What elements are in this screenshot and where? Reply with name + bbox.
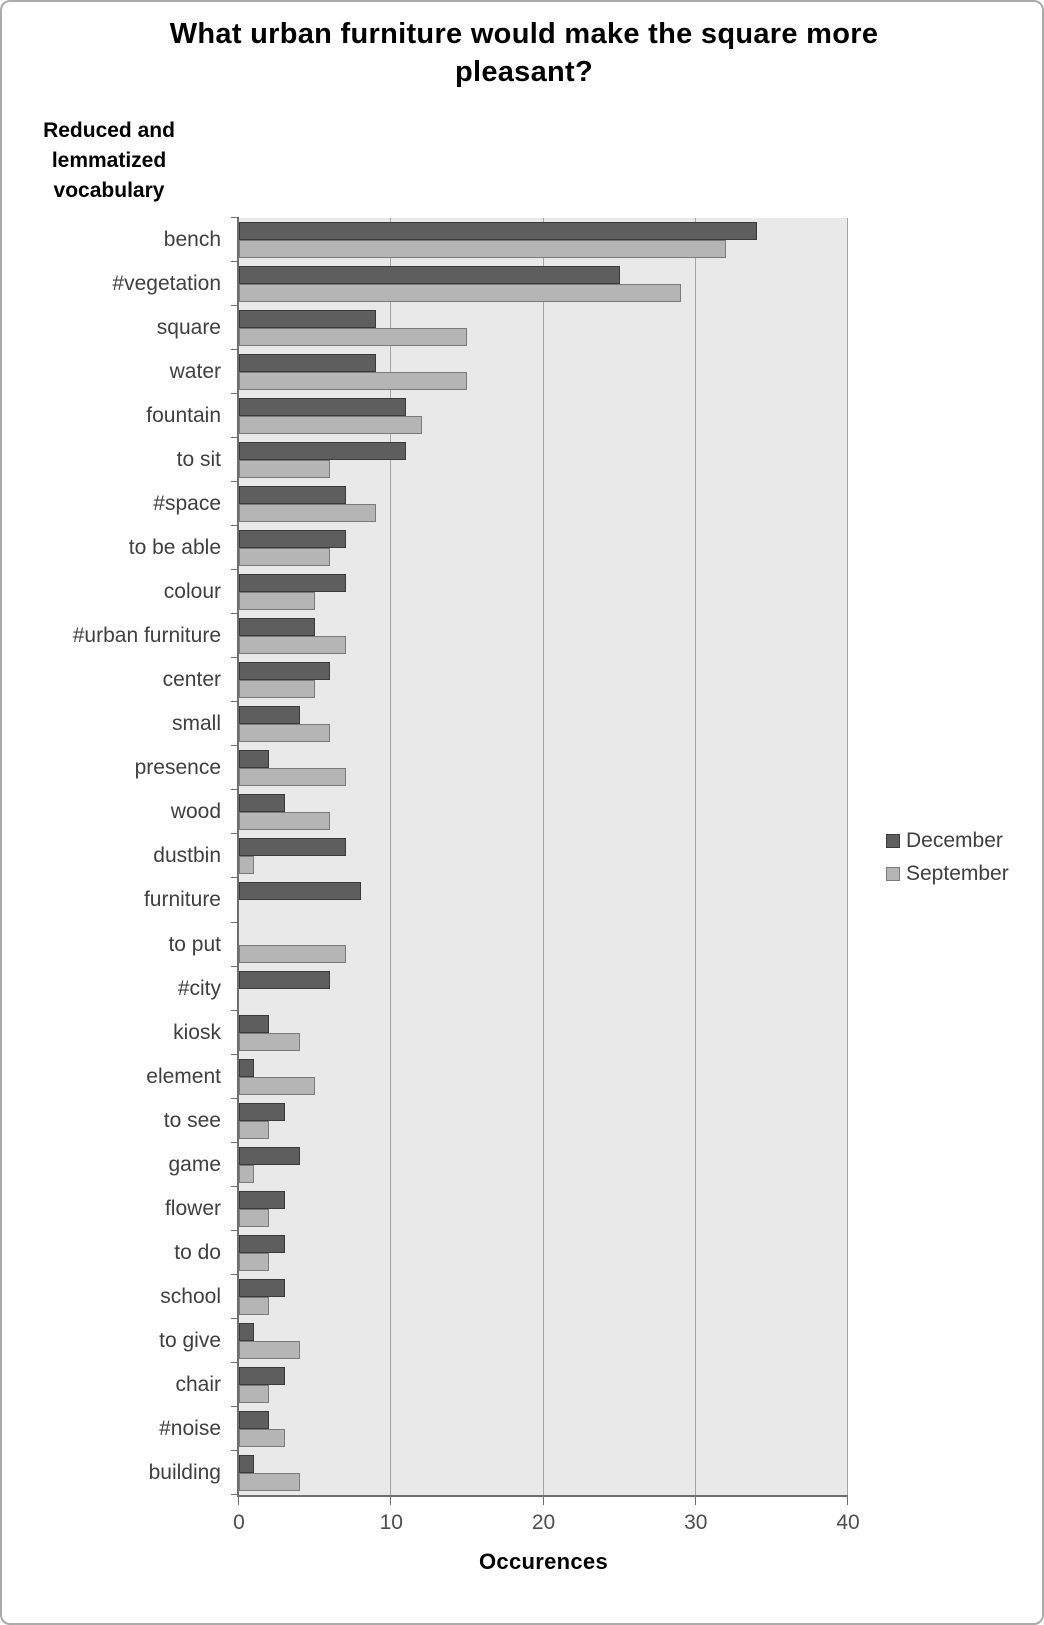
bar-december bbox=[239, 1147, 300, 1165]
bar-september bbox=[239, 1121, 269, 1139]
bar-september bbox=[239, 680, 315, 698]
category-row bbox=[112, 262, 848, 306]
bar-december bbox=[239, 310, 376, 328]
bar-september bbox=[239, 1473, 300, 1491]
category-row bbox=[169, 350, 848, 394]
x-axis-tick bbox=[543, 1497, 544, 1505]
bar-september bbox=[239, 636, 346, 654]
category-row bbox=[163, 570, 848, 614]
bar-december bbox=[239, 618, 315, 636]
x-tick-label: 20 bbox=[531, 1511, 556, 1534]
bar-september bbox=[239, 592, 315, 610]
bar-december bbox=[239, 1455, 254, 1473]
bar-september bbox=[239, 724, 330, 742]
category-label: kiosk bbox=[173, 1020, 221, 1044]
bar-december bbox=[239, 486, 346, 504]
category-label: to do bbox=[174, 1240, 221, 1264]
category-row bbox=[163, 218, 848, 262]
category-row bbox=[134, 746, 848, 790]
legend-marker-december-icon bbox=[886, 834, 900, 848]
bar-december bbox=[239, 1279, 285, 1297]
category-row bbox=[173, 1011, 848, 1055]
category-label: presence bbox=[134, 756, 221, 780]
category-label: to give bbox=[159, 1328, 221, 1352]
bar-december bbox=[239, 1323, 254, 1341]
category-row bbox=[128, 526, 848, 570]
bar-december bbox=[239, 1191, 285, 1209]
legend-label: December bbox=[906, 829, 1003, 852]
x-axis-line bbox=[237, 1495, 848, 1497]
bar-december bbox=[239, 1059, 254, 1077]
bar-december bbox=[239, 354, 376, 372]
category-row bbox=[153, 834, 848, 878]
x-axis-tick bbox=[390, 1497, 391, 1505]
bar-september bbox=[239, 1385, 269, 1403]
category-label: furniture bbox=[143, 888, 221, 912]
bar-september bbox=[239, 1341, 300, 1359]
category-label: wood bbox=[170, 800, 221, 824]
bar-september bbox=[239, 504, 376, 522]
legend-item-september bbox=[886, 862, 1009, 886]
bar-september bbox=[239, 1429, 285, 1447]
legend-item-december bbox=[886, 829, 1009, 853]
bar-september bbox=[239, 1253, 269, 1271]
bar-december bbox=[239, 1235, 285, 1253]
x-axis-title: Occurences bbox=[479, 1549, 608, 1574]
category-label: dustbin bbox=[153, 844, 221, 868]
bar-september bbox=[239, 1033, 300, 1051]
bar-december bbox=[239, 530, 346, 548]
category-label: bench bbox=[163, 228, 221, 252]
category-label: element bbox=[146, 1064, 221, 1088]
y-axis-line bbox=[237, 218, 239, 1497]
category-label: school bbox=[160, 1284, 221, 1308]
bar-september bbox=[239, 240, 726, 258]
category-label: to sit bbox=[176, 448, 221, 472]
category-row bbox=[174, 1231, 848, 1275]
category-label: to see bbox=[163, 1108, 221, 1132]
category-row bbox=[170, 790, 848, 834]
x-axis-tick bbox=[238, 1497, 239, 1505]
x-tick-label: 30 bbox=[684, 1511, 708, 1534]
bar-september bbox=[239, 945, 346, 963]
bar-september bbox=[239, 812, 330, 830]
category-row bbox=[159, 1407, 848, 1451]
bar-december bbox=[239, 442, 406, 460]
chart-title: What urban furniture would make the square more pleasant? bbox=[169, 18, 879, 89]
category-row bbox=[176, 438, 848, 482]
bar-september bbox=[239, 1297, 269, 1315]
bar-september bbox=[239, 372, 467, 390]
category-row bbox=[153, 482, 848, 526]
bar-september bbox=[239, 1077, 315, 1095]
category-label: #space bbox=[153, 492, 221, 516]
category-row bbox=[72, 614, 848, 658]
bar-september bbox=[239, 548, 330, 566]
bar-september bbox=[239, 416, 422, 434]
bar-december bbox=[239, 398, 406, 416]
bar-december bbox=[239, 574, 346, 592]
bar-december bbox=[239, 1367, 285, 1385]
bar-september bbox=[239, 1209, 269, 1227]
category-label: flower bbox=[164, 1196, 221, 1220]
category-label: to be able bbox=[128, 536, 221, 560]
legend bbox=[886, 829, 1009, 895]
bar-december bbox=[239, 1411, 269, 1429]
category-row bbox=[146, 1055, 848, 1099]
category-row bbox=[160, 1275, 848, 1319]
category-row bbox=[159, 1319, 848, 1363]
bar-december bbox=[239, 222, 757, 240]
category-row bbox=[162, 658, 848, 702]
category-label: #vegetation bbox=[112, 272, 221, 296]
category-row bbox=[168, 923, 848, 967]
category-row bbox=[177, 967, 848, 1011]
category-label: game bbox=[168, 1152, 221, 1176]
bar-september bbox=[239, 284, 681, 302]
category-row bbox=[168, 1143, 848, 1187]
x-tick-label: 10 bbox=[379, 1511, 403, 1534]
category-label: #urban furniture bbox=[72, 624, 221, 648]
category-row bbox=[163, 1099, 848, 1143]
category-label: to put bbox=[168, 932, 221, 956]
bar-december bbox=[239, 794, 285, 812]
bar-december bbox=[239, 971, 330, 989]
bar-december bbox=[239, 266, 620, 284]
bar-september bbox=[239, 460, 330, 478]
bar-december bbox=[239, 662, 330, 680]
category-label: water bbox=[169, 360, 221, 384]
category-label: #noise bbox=[159, 1416, 221, 1440]
category-row bbox=[148, 1451, 848, 1495]
category-label: center bbox=[162, 668, 221, 692]
bar-december bbox=[239, 882, 361, 900]
x-tick-label: 40 bbox=[836, 1511, 860, 1534]
x-axis-tick bbox=[847, 1497, 848, 1505]
bar-december bbox=[239, 1103, 285, 1121]
x-tick-label: 0 bbox=[233, 1511, 245, 1534]
category-label: small bbox=[171, 712, 221, 736]
plot-rows bbox=[72, 218, 848, 1495]
bar-december bbox=[239, 838, 346, 856]
y-axis-title: Reduced and lemmatized vocabulary bbox=[43, 119, 175, 202]
category-label: fountain bbox=[146, 404, 221, 428]
bar-september bbox=[239, 768, 346, 786]
category-row bbox=[156, 306, 848, 350]
category-row bbox=[164, 1187, 848, 1231]
bar-september bbox=[239, 328, 467, 346]
plot-area bbox=[72, 218, 860, 1534]
bar-december bbox=[239, 706, 300, 724]
bar-september bbox=[239, 856, 254, 874]
bar-december bbox=[239, 1015, 269, 1033]
category-label: #city bbox=[177, 976, 221, 1000]
category-label: colour bbox=[163, 580, 221, 604]
category-label: square bbox=[156, 316, 221, 340]
legend-marker-september-icon bbox=[886, 867, 900, 881]
legend-label: September bbox=[906, 862, 1009, 885]
category-row bbox=[175, 1363, 848, 1407]
category-label: chair bbox=[175, 1372, 221, 1396]
category-row bbox=[143, 878, 848, 922]
category-row bbox=[146, 394, 848, 438]
category-row bbox=[171, 702, 848, 746]
x-axis-tick bbox=[695, 1497, 696, 1505]
bar-september bbox=[239, 1165, 254, 1183]
category-label: building bbox=[148, 1460, 221, 1484]
bar-december bbox=[239, 750, 269, 768]
